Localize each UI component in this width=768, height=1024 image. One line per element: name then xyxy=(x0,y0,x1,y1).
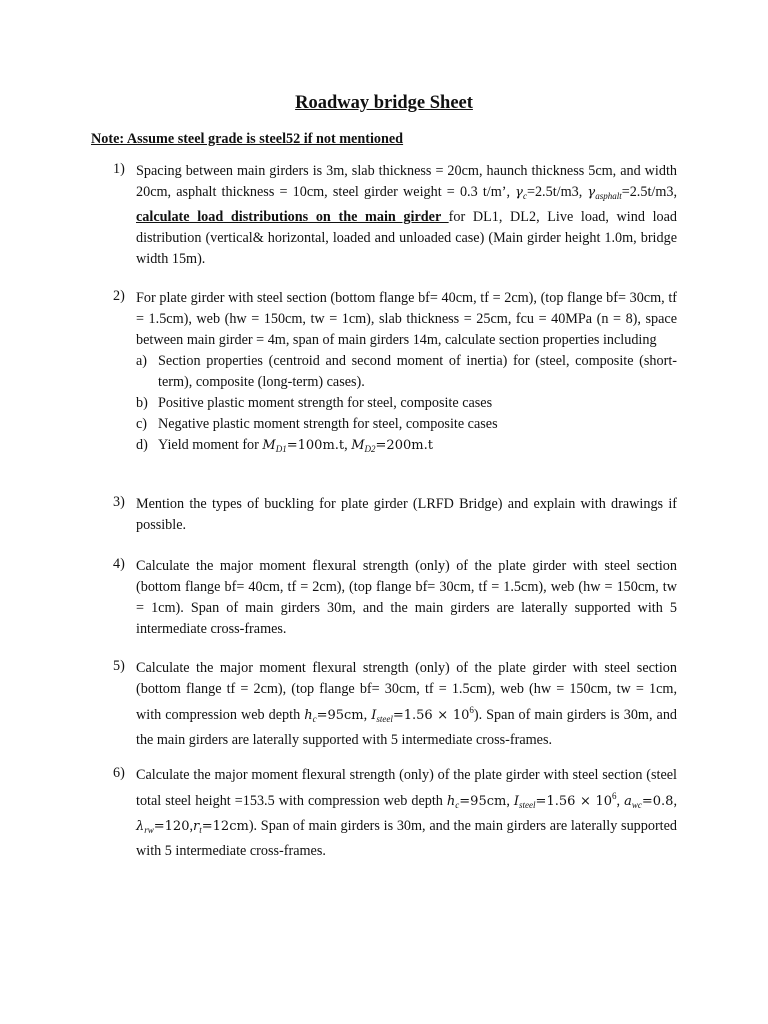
question-text: Calculate the major moment flexural strength (only) of the plate girder with steel section (bottom flange tf = 2cm), (top flange bf= 30cm, tf = 1.5cm), web (hw = 150cm, tw = 1cm, with compression web depth $h_c=95cm$, $I_{steel}=1.56 \times 10^6$). Span of main girders is 30m, and the main girders are laterally supported with 5 intermediate cross-frames. xyxy=(136,660,678,748)
highlighted-instruction: calculate load distributions on the main girder xyxy=(136,209,449,225)
question-text: Calculate the major moment flexural strength (only) of the plate girder with steel section (bottom flange bf= 40cm, tf = 2cm), (top flange bf= 30cm, tf = 1.5cm), web (hw = 150cm, tw = 1cm). Span of main girders 30m, and the main girders are laterally supported with 5 intermediate cross-frames. xyxy=(136,558,677,637)
question-text: Spacing between main girders is 3m, slab thickness = 20cm, haunch thickness 5cm, and width 20cm, asphalt thickness = 10cm, steel girder weight = 0.3 t/m’, $\gamma_c=2.5t/m3$, $\gamma_{asphalt}=2.5t/m3$, calculate load distributions on the main girder for DL1, DL2, Live load, wind load distribution (vertical& horizontal, loaded and unloaded case) (Main girder height 1.0m, bridge width 15m). xyxy=(136,163,678,267)
question-number: 2) xyxy=(113,288,125,304)
question-number: 4) xyxy=(113,556,125,572)
sub-question-list xyxy=(136,351,677,460)
question-text: Mention the types of buckling for plate girder (LRFD Bridge) and explain with drawings if possible. xyxy=(136,496,677,533)
sub-question: c) Negative plastic moment strength for steel, composite cases xyxy=(136,416,498,432)
page-title: Roadway bridge Sheet xyxy=(295,93,473,113)
question-text: For plate girder with steel section (bottom flange bf= 40cm, tf = 2cm), (top flange bf= 30cm, tf = 1.5cm), web (hw = 150cm, tw = 1cm), slab thickness = 25cm, fcu = 40MPa (n = 8), space between main girder = 4m, span of main girders 14m, calculate section properties including a) Section properties (centroid and second moment of inertia) for (steel, composite (short-term), composite (long-term) cases). b) Positive plastic moment strength for steel, composite cases c) Negative plastic moment strength for steel, composite cases d) Yield moment for $M_{D1}=100m.t$, $M_{D2}=200m.t$ xyxy=(136,288,677,460)
question-number: 1) xyxy=(113,161,125,177)
sub-question: d) Yield moment for $M_{D1}=100m.t$, $M_{D2}=200m.t$ xyxy=(136,437,433,454)
sub-question: b) Positive plastic moment strength for steel, composite cases xyxy=(136,395,493,411)
note-line: Note: Assume steel grade is steel52 if not mentioned xyxy=(91,131,404,147)
question-number: 3) xyxy=(113,494,125,510)
question-text: Calculate the major moment flexural strength (only) of the plate girder with steel section (steel total steel height =153.5 with compression web depth $h_c=95cm$, $I_{steel}=1.56 \times 10^6$, $a_{wc}=0.8$, $\lambda_{rw}=120,r_t=12cm$). Span of main girders is 30m, and the main girders are laterally supported with 5 intermediate cross-frames. xyxy=(136,767,678,859)
question-number: 6) xyxy=(113,765,125,781)
sub-question: a) Section properties (centroid and second moment of inertia) for (steel, composite (short-term), composite (long-term) cases). xyxy=(136,353,677,390)
question-number: 5) xyxy=(113,658,125,674)
